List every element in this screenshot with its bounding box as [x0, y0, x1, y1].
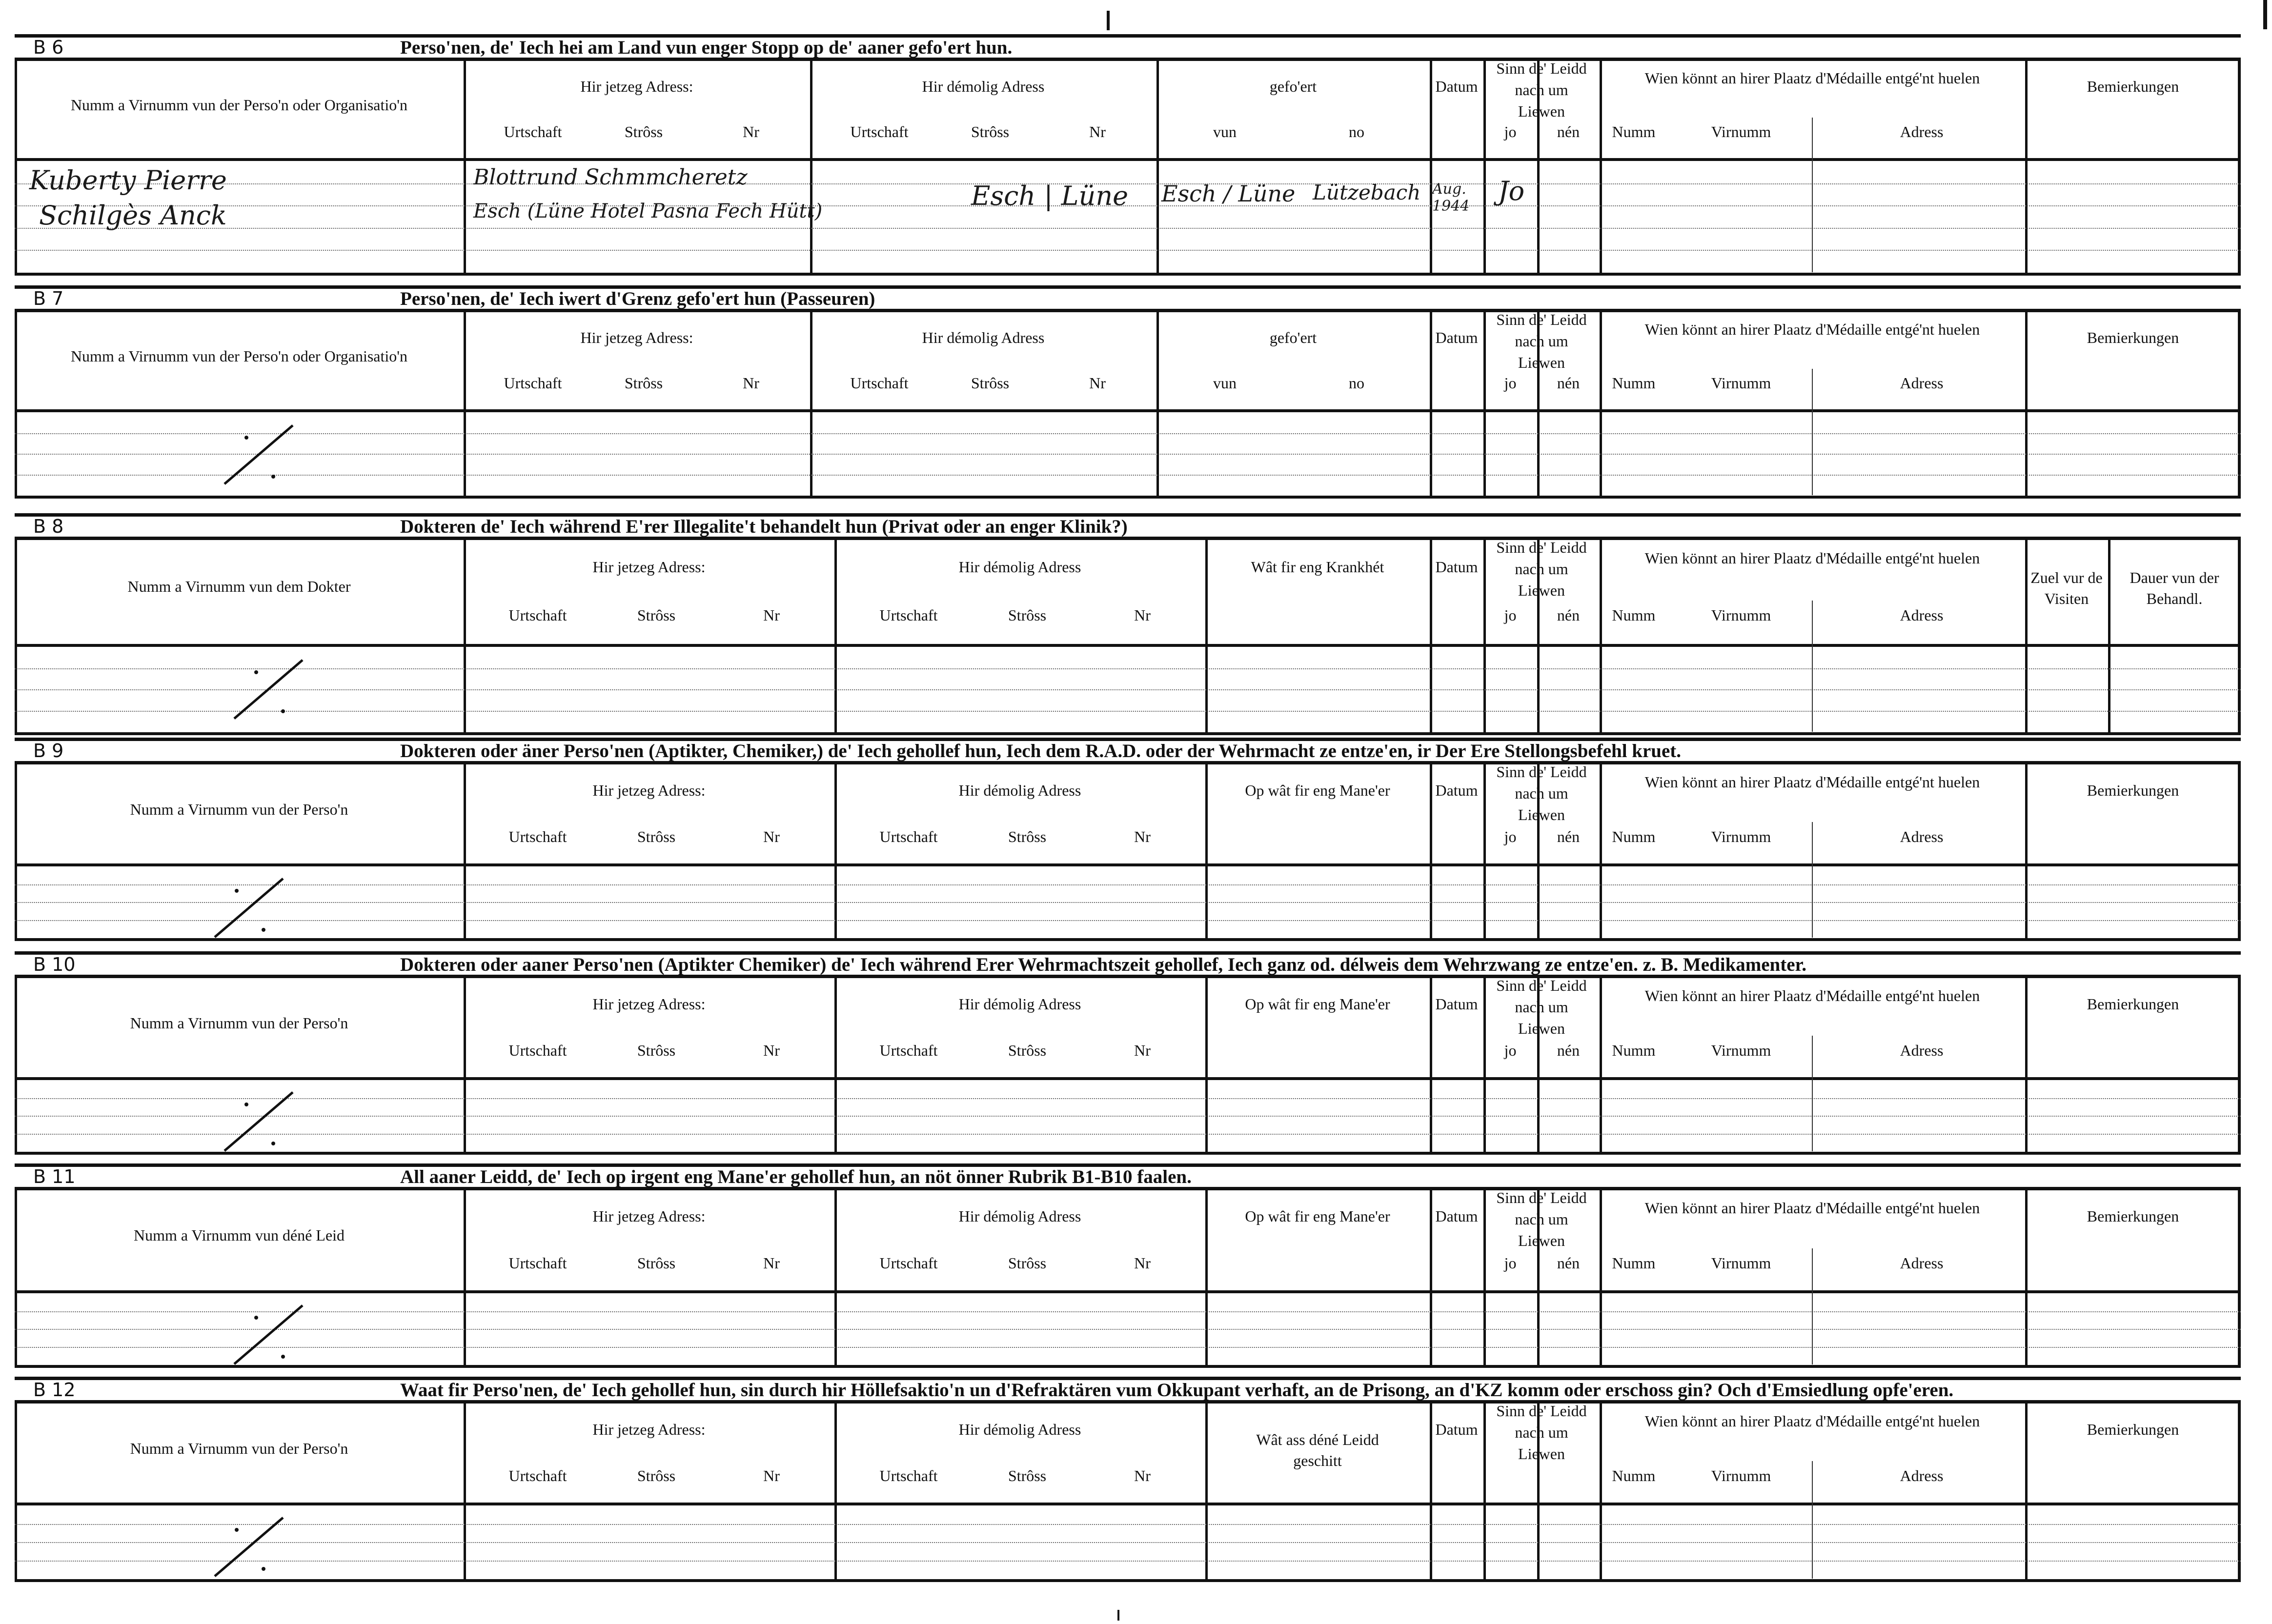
- section-b6: [15, 34, 2241, 276]
- entry-line: [15, 668, 2241, 669]
- former-address-label: Hir démolig Adress: [922, 78, 1045, 95]
- data-rows: [15, 412, 2241, 495]
- maneer-label: Op wât fir eng Mane'er: [1245, 782, 1390, 799]
- nen-label: nén: [1557, 828, 1580, 845]
- bottom-tick: [1117, 1610, 1119, 1621]
- urtschaft-label: Urtschaft: [879, 1467, 938, 1484]
- data-rows: [15, 161, 2241, 272]
- nr-label: Nr: [743, 123, 759, 140]
- urtschaft-label: Urtschaft: [850, 374, 909, 392]
- stross-label: Strôss: [637, 828, 676, 845]
- stross-label: Strôss: [637, 1254, 676, 1272]
- section-header: [15, 1163, 2241, 1190]
- entry-line: [15, 1347, 2241, 1348]
- section-table: [15, 58, 2241, 276]
- urtschaft-label: Urtschaft: [508, 1467, 567, 1484]
- not-applicable-mark: [229, 655, 307, 723]
- not-applicable-mark: [229, 1301, 307, 1369]
- top-tick: [1107, 11, 1110, 30]
- section-table: [15, 761, 2241, 941]
- nr-label: Nr: [763, 1254, 780, 1272]
- datum-label: Datum: [1435, 782, 1478, 799]
- section-b12: [15, 1377, 2241, 1582]
- sinn-label: Sinn de' Leidd nach um Liewen: [1496, 60, 1587, 120]
- sinn-label: Sinn de' Leidd nach um Liewen: [1496, 1189, 1587, 1249]
- jo-label: jo: [1504, 828, 1517, 845]
- nr-label: Nr: [743, 374, 759, 392]
- entry-line: [15, 1098, 2241, 1099]
- former-address-label: Hir démolig Adress: [922, 329, 1045, 346]
- datum-label: Datum: [1435, 995, 1478, 1013]
- section-header: [15, 513, 2241, 540]
- medaille-label: Wien könnt an hirer Plaatz d'Médaille entgé'nt huelen: [1644, 1412, 1980, 1430]
- nr-label: Nr: [763, 1042, 780, 1059]
- name-column-label: Numm a Virnumm vun der Perso'n oder Organisatio'n: [70, 96, 408, 114]
- bemierkungen-label: Bemierkungen: [2087, 782, 2179, 799]
- current-address-label: Hir jetzeg Adress:: [592, 558, 706, 576]
- numm-label: Numm: [1612, 374, 1656, 392]
- medaille-label: Wien könnt an hirer Plaatz d'Médaille entgé'nt huelen: [1644, 69, 1980, 87]
- not-applicable-mark: [220, 1087, 298, 1156]
- no-label: no: [1349, 374, 1364, 392]
- sinn-label: Sinn de' Leidd nach um Liewen: [1496, 311, 1587, 371]
- adress-label: Adress: [1900, 123, 1944, 140]
- section-number: B 10: [33, 954, 76, 975]
- section-table: [15, 1187, 2241, 1368]
- nen-label: nén: [1557, 1254, 1580, 1272]
- stross-label: Strôss: [637, 1042, 676, 1059]
- not-applicable-mark: [210, 874, 288, 942]
- virnumm-label: Virnumm: [1711, 374, 1771, 392]
- urtschaft-label: Urtschaft: [508, 606, 567, 624]
- sinn-label: Sinn de' Leidd nach um Liewen: [1496, 1402, 1587, 1463]
- adress-label: Adress: [1900, 1254, 1944, 1272]
- section-number: B 12: [33, 1379, 76, 1401]
- stross-label: Strôss: [971, 374, 1010, 392]
- medaille-label: Wien könnt an hirer Plaatz d'Médaille entgé'nt huelen: [1644, 549, 1980, 567]
- entry-line: [15, 1134, 2241, 1135]
- stross-label: Strôss: [971, 123, 1010, 140]
- current-address-label: Hir jetzeg Adress:: [592, 1421, 706, 1438]
- medaille-label: Wien könnt an hirer Plaatz d'Médaille entgé'nt huelen: [1644, 1199, 1980, 1217]
- medaille-label: Wien könnt an hirer Plaatz d'Médaille entgé'nt huelen: [1644, 987, 1980, 1004]
- adress-label: Adress: [1900, 374, 1944, 392]
- nen-label: nén: [1557, 606, 1580, 624]
- zuel-label: Zuel vur de Visiten: [2030, 569, 2103, 607]
- numm-label: Numm: [1612, 606, 1656, 624]
- section-b9: [15, 738, 2241, 941]
- entry-address-1: Blottrund Schmmcheretz: [473, 165, 748, 190]
- entry-line: [15, 920, 2241, 921]
- gefoert-label: gefo'ert: [1269, 78, 1317, 95]
- jo-label: jo: [1504, 1042, 1517, 1059]
- section-title: Perso'nen, de' Iech hei am Land vun enger Stopp op de' aaner gefo'ert hun.: [400, 37, 1013, 58]
- former-address-label: Hir démolig Adress: [958, 995, 1081, 1013]
- urtschaft-label: Urtschaft: [504, 123, 562, 140]
- entry-to: Lützebach: [1313, 180, 1421, 204]
- former-address-label: Hir démolig Adress: [958, 1207, 1081, 1225]
- urtschaft-label: Urtschaft: [879, 1254, 938, 1272]
- data-rows: [15, 1293, 2241, 1364]
- stross-label: Strôss: [624, 374, 663, 392]
- section-title: Waat fir Perso'nen, de' Iech gehollef hun, sin durch hir Höllefsaktio'n un d'Refraktären vum Okkupant verhaft, an de Prisong, an d'KZ komm oder erschoss gin? Och d'Emsiedlung opfe'eren.: [400, 1380, 1954, 1401]
- stross-label: Strôss: [1008, 1467, 1047, 1484]
- section-b11: [15, 1163, 2241, 1368]
- section-b8: [15, 513, 2241, 735]
- section-title: Dokteren oder äner Perso'nen (Aptikter, Chemiker,) de' Iech gehollef hun, Iech dem R.A.D. oder der Wehrmacht ze entze'en, ir Der Ere Stellongsbefehl kruet.: [400, 741, 1682, 762]
- nr-label: Nr: [1089, 123, 1106, 140]
- virnumm-label: Virnumm: [1711, 123, 1771, 140]
- section-number: B 6: [33, 37, 64, 58]
- medaille-label: Wien könnt an hirer Plaatz d'Médaille entgé'nt huelen: [1644, 321, 1980, 338]
- former-address-label: Hir démolig Adress: [958, 558, 1081, 576]
- urtschaft-label: Urtschaft: [508, 1254, 567, 1272]
- nr-label: Nr: [1089, 374, 1106, 392]
- nr-label: Nr: [763, 606, 780, 624]
- medaille-label: Wien könnt an hirer Plaatz d'Médaille entgé'nt huelen: [1644, 773, 1980, 791]
- data-rows: [15, 647, 2241, 732]
- maneer-label: Op wât fir eng Mane'er: [1245, 1207, 1390, 1225]
- name-column-label: Numm a Virnumm vun dem Dokter: [127, 578, 351, 595]
- section-b7: [15, 285, 2241, 499]
- bemierkungen-label: Bemierkungen: [2087, 995, 2179, 1013]
- section-header: [15, 951, 2241, 978]
- name-column-label: Numm a Virnumm vun der Perso'n: [130, 1014, 348, 1032]
- virnumm-label: Virnumm: [1711, 606, 1771, 624]
- entry-line: [15, 433, 2241, 434]
- urtschaft-label: Urtschaft: [879, 606, 938, 624]
- entry-line: [15, 1542, 2241, 1543]
- section-number: B 7: [33, 288, 64, 309]
- datum-label: Datum: [1435, 78, 1478, 95]
- virnumm-label: Virnumm: [1711, 1467, 1771, 1484]
- nen-label: nén: [1557, 123, 1580, 140]
- jo-label: jo: [1504, 123, 1517, 140]
- urtschaft-label: Urtschaft: [508, 828, 567, 845]
- section-header: [15, 34, 2241, 61]
- maneer-label: Op wât fir eng Mane'er: [1245, 995, 1390, 1013]
- stross-label: Strôss: [1008, 606, 1047, 624]
- current-address-label: Hir jetzeg Adress:: [592, 1207, 706, 1225]
- name-column-label: Numm a Virnumm vun der Perso'n oder Organisatio'n: [70, 347, 408, 365]
- numm-label: Numm: [1612, 1042, 1656, 1059]
- urtschaft-label: Urtschaft: [504, 374, 562, 392]
- adress-label: Adress: [1900, 828, 1944, 845]
- virnumm-label: Virnumm: [1711, 1042, 1771, 1059]
- current-address-label: Hir jetzeg Adress:: [592, 782, 706, 799]
- name-column-label: Numm a Virnumm vun der Perso'n: [130, 1440, 348, 1457]
- entry-from: Esch / Lüne: [1161, 180, 1296, 207]
- entry-name-1: Kuberty Pierre: [29, 165, 227, 196]
- current-address-label: Hir jetzeg Adress:: [580, 78, 693, 95]
- adress-label: Adress: [1900, 606, 1944, 624]
- numm-label: Numm: [1612, 1467, 1656, 1484]
- entry-line: [15, 884, 2241, 885]
- bemierkungen-label: Bemierkungen: [2087, 78, 2179, 95]
- right-edge-mark: [2263, 0, 2267, 29]
- entry-line: [15, 228, 2241, 229]
- datum-label: Datum: [1435, 329, 1478, 346]
- section-number: B 8: [33, 516, 64, 537]
- virnumm-label: Virnumm: [1711, 828, 1771, 845]
- stross-label: Strôss: [1008, 1042, 1047, 1059]
- vun-label: vun: [1213, 374, 1237, 392]
- entry-line: [15, 689, 2241, 690]
- entry-address-2: Esch (Lüne Hotel Pasna Fech Hütt): [473, 200, 823, 222]
- bemierkungen-label: Bemierkungen: [2087, 1207, 2179, 1225]
- nr-label: Nr: [1134, 1467, 1151, 1484]
- nr-label: Nr: [763, 828, 780, 845]
- current-address-label: Hir jetzeg Adress:: [592, 995, 706, 1013]
- section-header: [15, 285, 2241, 312]
- urtschaft-label: Urtschaft: [850, 123, 909, 140]
- nen-label: nén: [1557, 374, 1580, 392]
- data-rows: [15, 1505, 2241, 1579]
- dauer-label: Dauer vun der Behandl.: [2130, 569, 2219, 607]
- datum-label: Datum: [1435, 558, 1478, 576]
- data-rows: [15, 866, 2241, 938]
- section-header: [15, 738, 2241, 764]
- jo-label: jo: [1504, 606, 1517, 624]
- entry-line: [15, 1561, 2241, 1562]
- nr-label: Nr: [1134, 1042, 1151, 1059]
- sinn-label: Sinn de' Leidd nach um Liewen: [1496, 977, 1587, 1037]
- entry-yes: Jo: [1498, 176, 1525, 206]
- stross-label: Strôss: [1008, 1254, 1047, 1272]
- entry-name-2: Schilgès Anck: [39, 200, 227, 231]
- section-table: [15, 1400, 2241, 1582]
- section-number: B 11: [33, 1166, 76, 1187]
- section-table: [15, 309, 2241, 499]
- jo-label: jo: [1504, 374, 1517, 392]
- geschitt-label: Wât ass déné Leidd geschitt: [1256, 1431, 1379, 1469]
- name-column-label: Numm a Virnumm vun déné Leid: [133, 1226, 345, 1244]
- stross-label: Strôss: [1008, 828, 1047, 845]
- section-table: [15, 975, 2241, 1155]
- datum-label: Datum: [1435, 1421, 1478, 1438]
- entry-line: [15, 711, 2241, 712]
- sinn-label: Sinn de' Leidd nach um Liewen: [1496, 763, 1587, 823]
- stross-label: Strôss: [637, 606, 676, 624]
- urtschaft-label: Urtschaft: [879, 828, 938, 845]
- not-applicable-mark: [210, 1513, 288, 1581]
- former-address-label: Hir démolig Adress: [958, 1421, 1081, 1438]
- numm-label: Numm: [1612, 1254, 1656, 1272]
- bemierkungen-label: Bemierkungen: [2087, 329, 2179, 346]
- section-title: Perso'nen, de' Iech iwert d'Grenz gefo'ert hun (Passeuren): [400, 288, 875, 309]
- numm-label: Numm: [1612, 123, 1656, 140]
- vun-label: vun: [1213, 123, 1237, 140]
- section-title: Dokteren de' Iech während E'rer Illegalite't behandelt hun (Privat oder an enger Klinik?): [400, 516, 1128, 537]
- no-label: no: [1349, 123, 1364, 140]
- entry-former-address: Esch | Lüne: [971, 180, 1129, 211]
- section-table: [15, 537, 2241, 735]
- section-title: All aaner Leidd, de' Iech op irgent eng Mane'er gehollef hun, an nöt önner Rubrik B1-B10 faalen.: [400, 1166, 1192, 1187]
- nr-label: Nr: [763, 1467, 780, 1484]
- entry-line: [15, 1311, 2241, 1312]
- entry-line: [15, 902, 2241, 903]
- entry-line: [15, 1524, 2241, 1525]
- virnumm-label: Virnumm: [1711, 1254, 1771, 1272]
- current-address-label: Hir jetzeg Adress:: [580, 329, 693, 346]
- entry-line: [15, 1329, 2241, 1330]
- section-header: [15, 1377, 2241, 1403]
- nen-label: nén: [1557, 1042, 1580, 1059]
- section-title: Dokteren oder aaner Perso'nen (Aptikter Chemiker) de' Iech während Erer Wehrmachtszeit gehollef, Iech ganz od. délweis dem Wehrzwang ze entze'en. z. B. Medikamenter.: [400, 954, 1807, 975]
- entry-line: [15, 250, 2241, 251]
- stross-label: Strôss: [637, 1467, 676, 1484]
- adress-label: Adress: [1900, 1042, 1944, 1059]
- krankheet-label: Wât fir eng Krankhét: [1251, 558, 1384, 576]
- former-address-label: Hir démolig Adress: [958, 782, 1081, 799]
- not-applicable-mark: [220, 421, 298, 489]
- section-b10: [15, 951, 2241, 1155]
- gefoert-label: gefo'ert: [1269, 329, 1317, 346]
- jo-label: jo: [1504, 1254, 1517, 1272]
- entry-line: [15, 475, 2241, 476]
- name-column-label: Numm a Virnumm vun der Perso'n: [130, 801, 348, 818]
- datum-label: Datum: [1435, 1207, 1478, 1225]
- section-number: B 9: [33, 740, 64, 762]
- adress-label: Adress: [1900, 1467, 1944, 1484]
- data-rows: [15, 1080, 2241, 1151]
- urtschaft-label: Urtschaft: [508, 1042, 567, 1059]
- sinn-label: Sinn de' Leidd nach um Liewen: [1496, 539, 1587, 599]
- nr-label: Nr: [1134, 1254, 1151, 1272]
- entry-date: Aug. 1944: [1432, 180, 1470, 215]
- stross-label: Strôss: [624, 123, 663, 140]
- nr-label: Nr: [1134, 606, 1151, 624]
- entry-line: [15, 1116, 2241, 1117]
- nr-label: Nr: [1134, 828, 1151, 845]
- bemierkungen-label: Bemierkungen: [2087, 1421, 2179, 1438]
- urtschaft-label: Urtschaft: [879, 1042, 938, 1059]
- entry-line: [15, 454, 2241, 455]
- numm-label: Numm: [1612, 828, 1656, 845]
